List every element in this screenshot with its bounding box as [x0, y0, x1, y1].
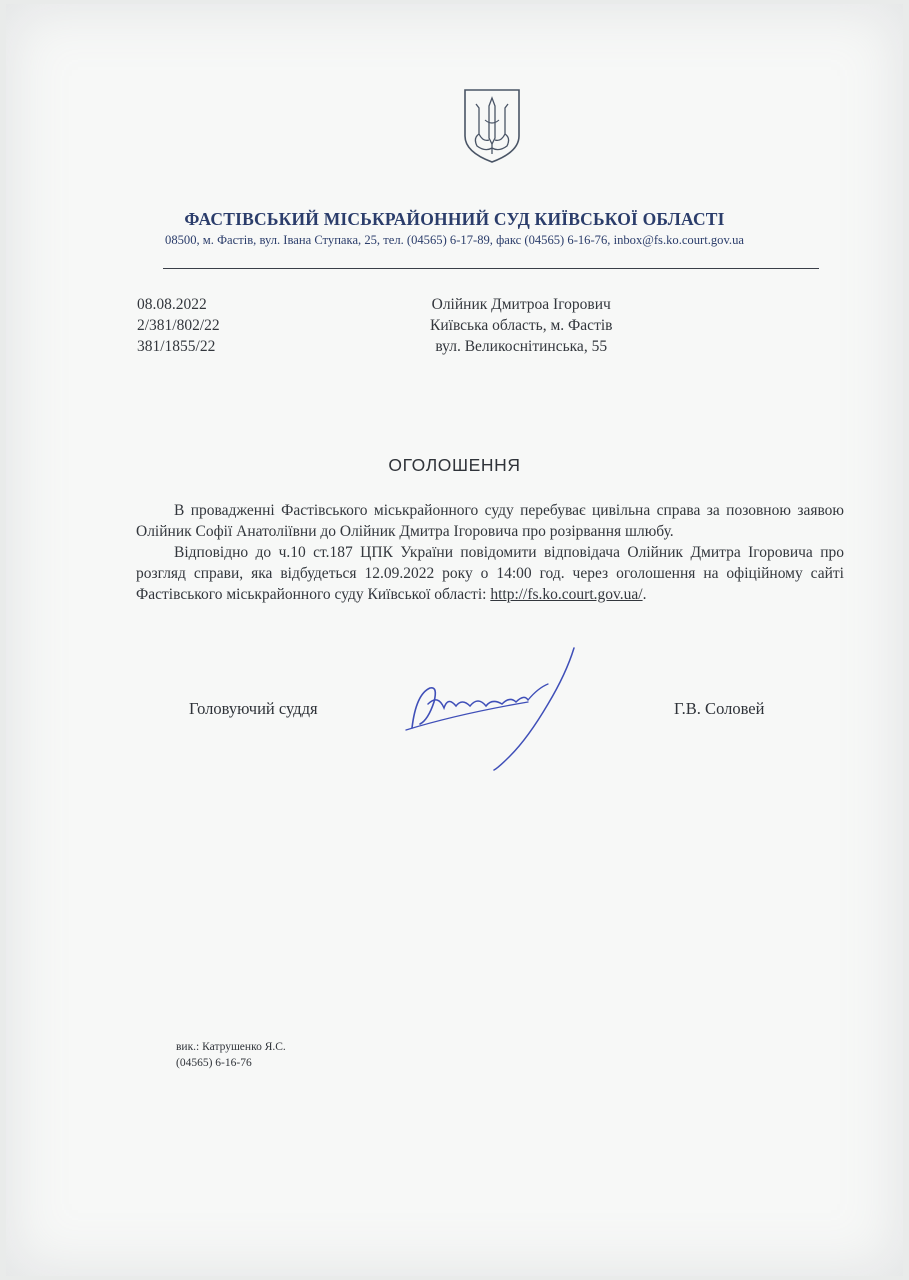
document-page — [6, 4, 903, 1276]
court-address: 08500, м. Фастів, вул. Івана Ступака, 25, тел. (04565) 6-17-89, факс (04565) 6-16-76, inbox@fs.ko.court.gov.ua — [165, 233, 744, 247]
executor-block — [176, 1039, 286, 1071]
notice-body — [136, 500, 844, 605]
recipient-street: вул. Великоснітинська, 55 — [435, 338, 608, 355]
recipient-region: Київська область, м. Фастів — [430, 317, 613, 334]
coat-of-arms-icon — [461, 86, 523, 164]
letterhead-divider — [163, 268, 819, 269]
notice-paragraph-1: В провадженні Фастівського міськрайонного суду перебуває цивільна справа за позовною заявою Олійник Софії Анатоліївни до Олійник Дмитра Ігоровича про розірвання шлюбу. — [136, 502, 844, 540]
notice-paragraph-2 — [136, 542, 844, 605]
case-number: 2/381/802/22 — [137, 317, 220, 334]
court-name: ФАСТІВСЬКИЙ МІСЬКРАЙОННИЙ СУД КИЇВСЬКОЇ ОБЛАСТІ — [184, 209, 725, 229]
recipient-block — [430, 294, 612, 357]
document-meta — [137, 294, 220, 357]
judge-position: Головуючий суддя — [189, 699, 318, 718]
outgoing-number: 381/1855/22 — [137, 338, 216, 355]
handwritten-signature — [398, 644, 578, 779]
document-date: 08.08.2022 — [137, 296, 207, 313]
notice-paragraph-2-end: . — [642, 586, 647, 603]
executor-phone: (04565) 6-16-76 — [176, 1057, 252, 1069]
court-site-link[interactable]: http://fs.ko.court.gov.ua/ — [490, 586, 643, 603]
notice-title: ОГОЛОШЕННЯ — [388, 455, 521, 475]
executor-name: вик.: Катрушенко Я.С. — [176, 1041, 286, 1053]
judge-name: Г.В. Соловей — [674, 699, 765, 718]
recipient-name: Олійник Дмитроа Ігорович — [431, 296, 611, 313]
notice-paragraph-2-text: Відповідно до ч.10 ст.187 ЦПК України повідомити відповідача Олійник Дмитра Ігоровича про розгляд справи, яка відбудеться 12.09.2022 року о 14:00 год. через оголошення на офіційному сайті Фастівського міськрайонного суду Київської області: — [136, 544, 844, 603]
